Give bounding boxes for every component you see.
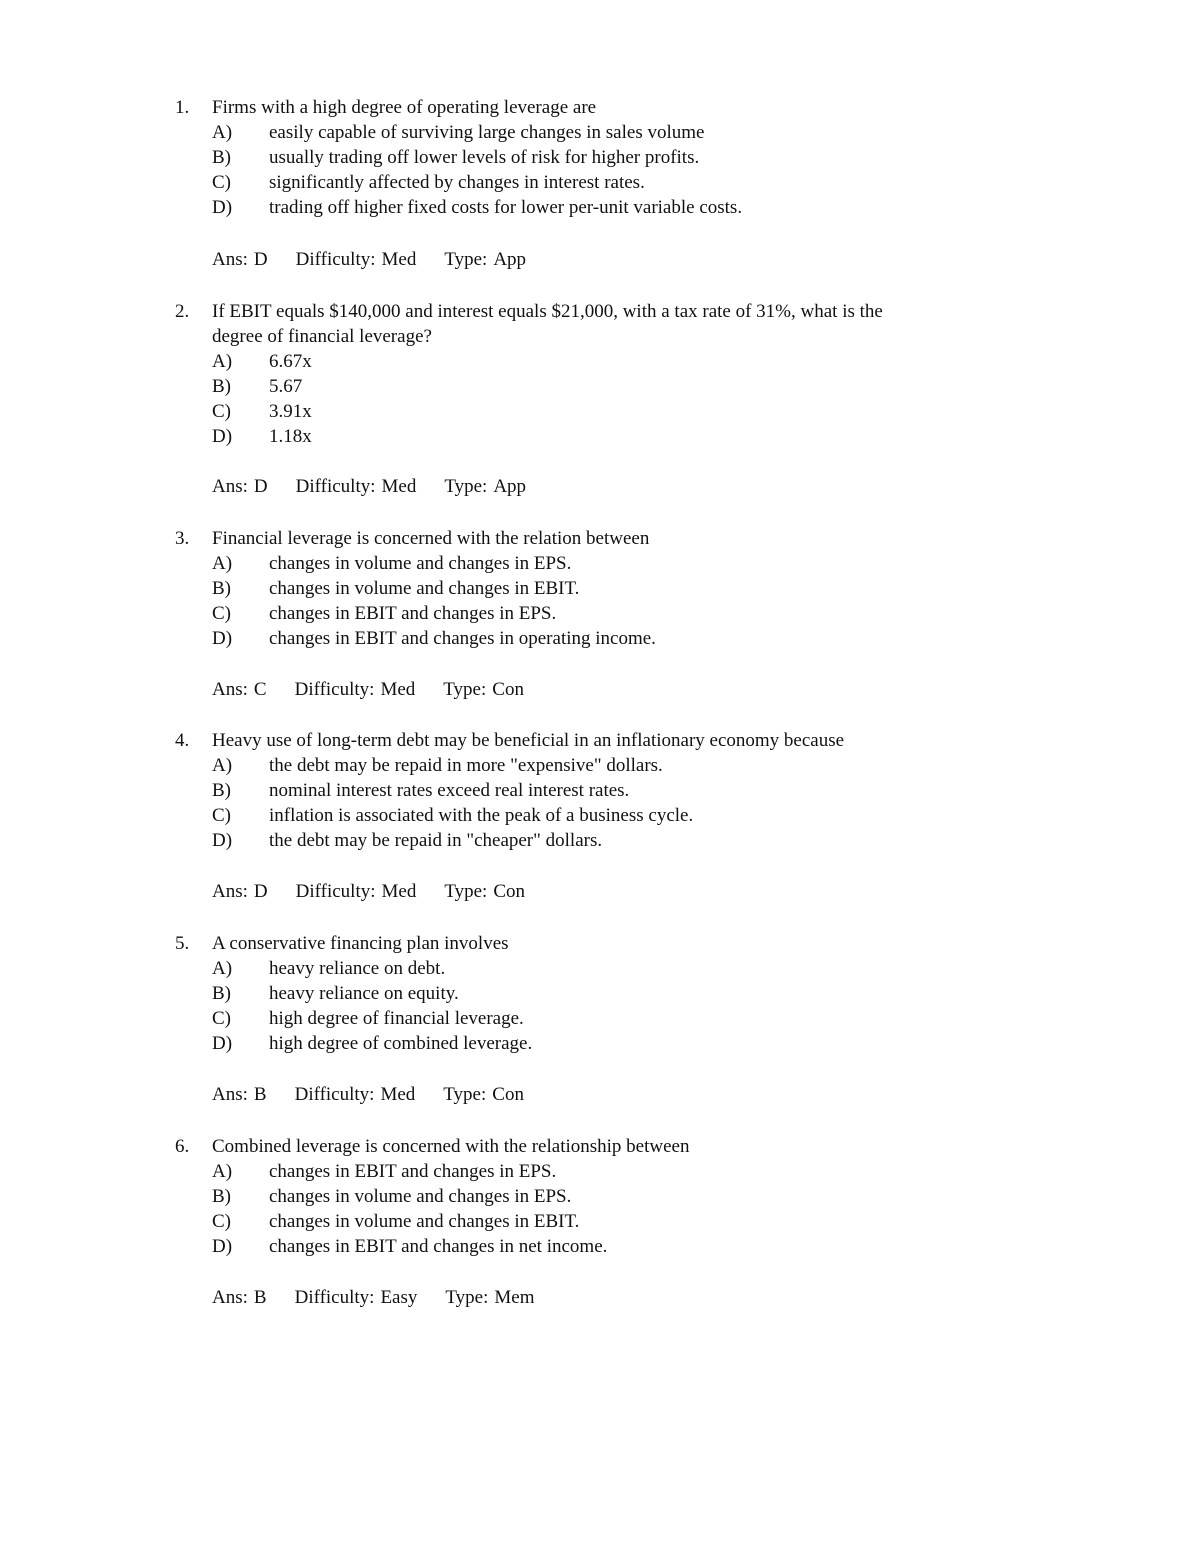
question-text-continued: degree of financial leverage? <box>212 326 432 347</box>
option-text: 3.91x <box>269 401 312 422</box>
question-text: A conservative financing plan involves <box>212 933 509 954</box>
option-letter: D) <box>212 197 233 218</box>
answer-line <box>212 677 524 702</box>
option-text: trading off higher fixed costs for lower per-unit variable costs. <box>269 197 743 218</box>
option-letter: D) <box>212 1236 233 1257</box>
difficulty-value: Med <box>381 249 417 270</box>
option-letter: C) <box>212 401 231 422</box>
option-text: significantly affected by changes in interest rates. <box>269 172 645 193</box>
difficulty-value: Med <box>380 1084 416 1105</box>
difficulty-label: Difficulty: <box>294 1084 375 1105</box>
option-letter: B) <box>212 147 231 168</box>
difficulty-label: Difficulty: <box>295 476 376 497</box>
question-number: 6. <box>175 1136 190 1157</box>
answer-label: Ans: <box>212 679 248 700</box>
option-letter: A) <box>212 1161 233 1182</box>
option-text: 5.67 <box>269 376 303 397</box>
option-text: the debt may be repaid in more "expensive" dollars. <box>269 755 663 776</box>
type-label: Type: <box>444 249 488 270</box>
question-text: If EBIT equals $140,000 and interest equals $21,000, with a tax rate of 31%, what is the <box>212 301 883 322</box>
answer-line <box>212 1285 535 1310</box>
question-text: Combined leverage is concerned with the relationship between <box>212 1136 690 1157</box>
difficulty-label: Difficulty: <box>294 1287 375 1308</box>
option-text: changes in EBIT and changes in EPS. <box>269 603 557 624</box>
option-letter: B) <box>212 983 231 1004</box>
option-letter: C) <box>212 603 231 624</box>
difficulty-value: Med <box>381 476 417 497</box>
answer-value: C <box>253 679 267 700</box>
option-text: changes in EBIT and changes in operating income. <box>269 628 656 649</box>
type-value: Con <box>493 881 526 902</box>
option-letter: A) <box>212 122 233 143</box>
option-text: heavy reliance on equity. <box>269 983 459 1004</box>
option-letter: D) <box>212 426 233 447</box>
question-text: Heavy use of long-term debt may be beneficial in an inflationary economy because <box>212 730 845 751</box>
question-number: 3. <box>175 528 190 549</box>
question-text: Financial leverage is concerned with the relation between <box>212 528 650 549</box>
option-letter: C) <box>212 805 231 826</box>
difficulty-value: Easy <box>380 1287 418 1308</box>
option-text: heavy reliance on debt. <box>269 958 446 979</box>
option-letter: B) <box>212 578 231 599</box>
question-number: 4. <box>175 730 190 751</box>
difficulty-value: Med <box>380 679 416 700</box>
option-letter: C) <box>212 1008 231 1029</box>
option-text: changes in EBIT and changes in net income. <box>269 1236 608 1257</box>
type-label: Type: <box>444 881 488 902</box>
option-text: changes in volume and changes in EPS. <box>269 553 572 574</box>
option-text: easily capable of surviving large changes in sales volume <box>269 122 705 143</box>
question-number: 5. <box>175 933 190 954</box>
difficulty-label: Difficulty: <box>295 881 376 902</box>
option-text: inflation is associated with the peak of a business cycle. <box>269 805 694 826</box>
answer-label: Ans: <box>212 249 248 270</box>
type-value: Con <box>492 1084 524 1105</box>
option-text: changes in volume and changes in EBIT. <box>269 1211 580 1232</box>
option-letter: B) <box>212 376 231 397</box>
option-letter: A) <box>212 553 233 574</box>
option-text: 6.67x <box>269 351 312 372</box>
answer-label: Ans: <box>212 1287 248 1308</box>
difficulty-value: Med <box>381 881 417 902</box>
answer-label: Ans: <box>212 1084 248 1105</box>
answer-line <box>212 1082 524 1107</box>
answer-line <box>212 474 526 499</box>
option-text: 1.18x <box>269 426 312 447</box>
answer-label: Ans: <box>212 881 248 902</box>
option-letter: C) <box>212 172 231 193</box>
option-letter: A) <box>212 351 233 372</box>
type-label: Type: <box>444 476 488 497</box>
answer-value: D <box>253 249 268 270</box>
option-letter: B) <box>212 780 231 801</box>
type-label: Type: <box>443 1084 487 1105</box>
option-text: high degree of combined leverage. <box>269 1033 533 1054</box>
answer-line <box>212 879 525 904</box>
option-text: the debt may be repaid in "cheaper" dollars. <box>269 830 603 851</box>
option-text: changes in EBIT and changes in EPS. <box>269 1161 557 1182</box>
answer-label: Ans: <box>212 476 248 497</box>
question-text: Firms with a high degree of operating leverage are <box>212 97 597 118</box>
answer-value: B <box>253 1084 267 1105</box>
type-label: Type: <box>443 679 487 700</box>
answer-value: B <box>253 1287 267 1308</box>
type-label: Type: <box>445 1287 489 1308</box>
answer-value: D <box>253 881 268 902</box>
difficulty-label: Difficulty: <box>294 679 375 700</box>
option-text: usually trading off lower levels of risk for higher profits. <box>269 147 700 168</box>
difficulty-label: Difficulty: <box>295 249 376 270</box>
option-letter: C) <box>212 1211 231 1232</box>
option-text: nominal interest rates exceed real interest rates. <box>269 780 630 801</box>
type-value: App <box>493 476 527 497</box>
type-value: Mem <box>494 1287 535 1308</box>
option-text: high degree of financial leverage. <box>269 1008 524 1029</box>
option-letter: D) <box>212 628 233 649</box>
answer-line <box>212 247 526 272</box>
question-number: 1. <box>175 97 190 118</box>
option-letter: D) <box>212 830 233 851</box>
option-letter: A) <box>212 755 233 776</box>
option-text: changes in volume and changes in EBIT. <box>269 578 580 599</box>
question-number: 2. <box>175 301 190 322</box>
option-text: changes in volume and changes in EPS. <box>269 1186 572 1207</box>
type-value: App <box>493 249 527 270</box>
answer-value: D <box>253 476 268 497</box>
option-letter: D) <box>212 1033 233 1054</box>
type-value: Con <box>492 679 524 700</box>
option-letter: A) <box>212 958 233 979</box>
option-letter: B) <box>212 1186 231 1207</box>
